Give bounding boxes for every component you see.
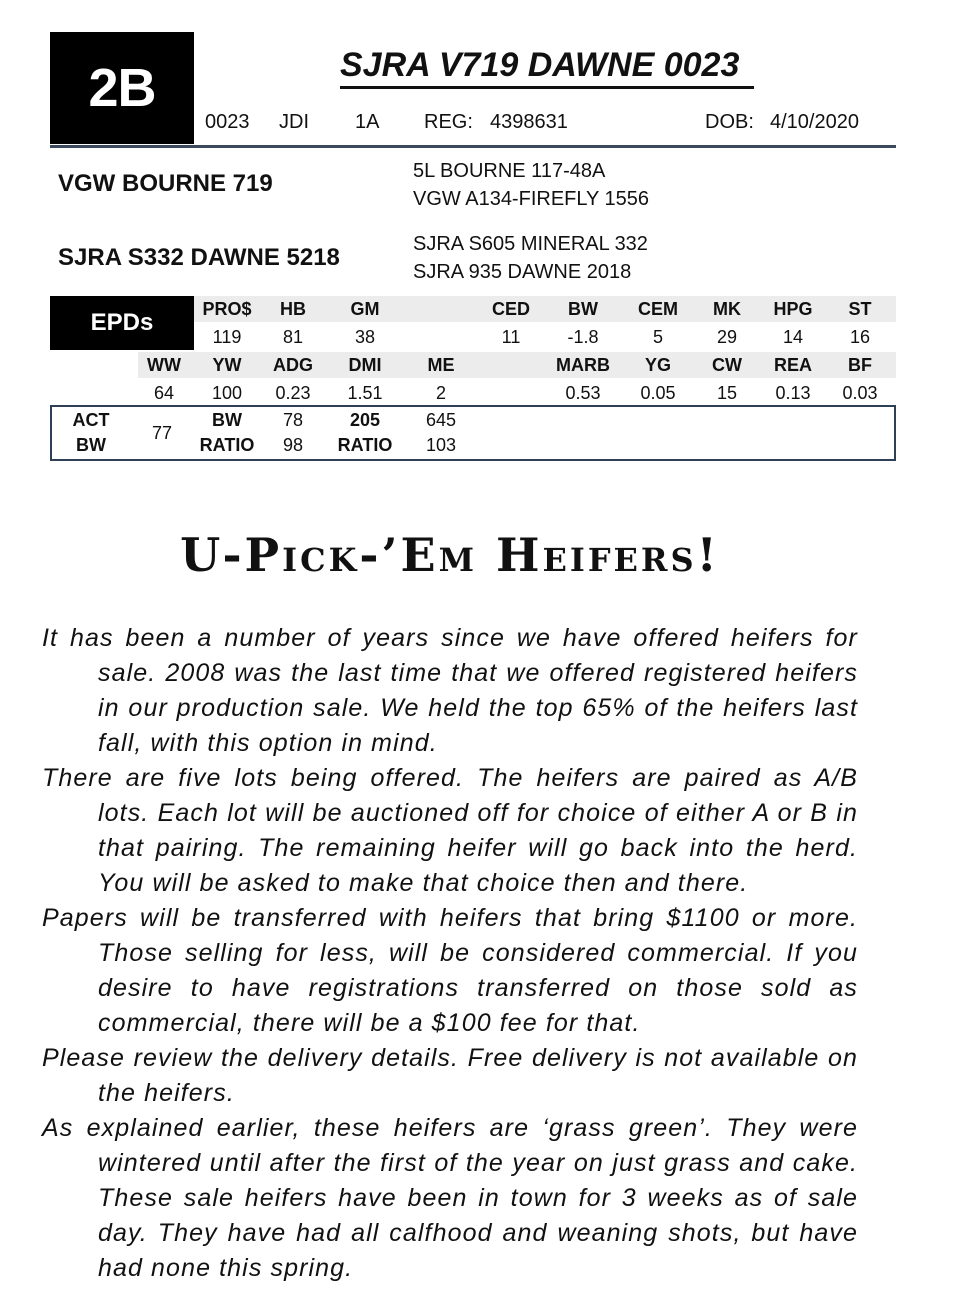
- epd-header: PRO$: [202, 299, 252, 319]
- dob-label: DOB:: [705, 111, 754, 133]
- epd-header: WW: [147, 355, 181, 375]
- epd-header: ADG: [273, 355, 313, 375]
- dam: SJRA S332 DAWNE 5218: [58, 244, 340, 271]
- epd-value: 14: [782, 327, 804, 347]
- epd-header: ME: [427, 355, 455, 375]
- epd-header: BW: [568, 299, 598, 319]
- epd-header: YG: [644, 355, 671, 375]
- epd-value: 15: [716, 383, 738, 403]
- epd-header: ST: [848, 299, 872, 319]
- epd-value: -1.8: [567, 327, 599, 347]
- epd-header: HPG: [773, 299, 813, 319]
- epd-header: BF: [848, 355, 872, 375]
- epd-value: 38: [354, 327, 376, 347]
- tattoo: 0023: [205, 111, 250, 133]
- epd-header: MARB: [556, 355, 610, 375]
- w205-label: 205: [349, 410, 381, 430]
- dob: 4/10/2020: [770, 111, 859, 133]
- w205-value: 645: [425, 410, 457, 430]
- epd-value: 2: [435, 383, 446, 403]
- sire-parents: [413, 157, 649, 213]
- w205-ratio-label: RATIO: [337, 435, 393, 455]
- promo-body: [42, 621, 858, 1286]
- promo-title: U-Pick-’Em Heifers!: [180, 528, 720, 582]
- promo-paragraph: As explained earlier, these heifers are ‘grass green’. They were wintered until after the first of the year on just grass and cake. These sale heifers have been in town for 3 weeks as of sale day. They have had all calfhood and weaning shots, but have had none this spring.: [42, 1114, 858, 1282]
- epd-value: 0.53: [565, 383, 601, 403]
- group: 1A: [355, 111, 380, 133]
- header-divider: [50, 145, 896, 148]
- dam-parents: [413, 230, 648, 286]
- reg-number: 4398631: [490, 111, 568, 133]
- epd-value: 0.03: [842, 383, 878, 403]
- epd-header: CW: [712, 355, 742, 375]
- promo-paragraph: Papers will be transferred with heifers that bring $1100 or more. Those selling for less, will be considered commercial. If you desire to have registrations transferred on those sold as commercial, there will be a $100 fee for that.: [42, 904, 858, 1037]
- sire-sire: 5L BOURNE 117-48A: [413, 160, 606, 182]
- epd-value: 119: [212, 327, 242, 347]
- epd-header: CED: [491, 299, 530, 319]
- epd-header: DMI: [348, 355, 382, 375]
- sire: VGW BOURNE 719: [58, 170, 273, 197]
- promo-paragraph: There are five lots being offered. The heifers are paired as A/B lots. Each lot will be auctioned off for choice of either A or B in that pairing. The remaining heifer will go back into the herd. You will be asked to make that choice then and there.: [42, 764, 858, 897]
- w205-ratio: 103: [425, 435, 457, 455]
- epd-value: 81: [282, 327, 304, 347]
- act-label: ACT: [72, 410, 110, 430]
- epd-value: 0.13: [775, 383, 811, 403]
- epd-header: REA: [773, 355, 812, 375]
- dam-sire: SJRA S605 MINERAL 332: [413, 233, 648, 255]
- epd-value: 5: [652, 327, 663, 347]
- epd-value: 64: [153, 383, 175, 403]
- epd-value: 1.51: [347, 383, 383, 403]
- epd-value: 0.05: [640, 383, 676, 403]
- epd-value: 16: [849, 327, 871, 347]
- epd-header: HB: [280, 299, 306, 319]
- lot-number: 2B: [50, 32, 194, 144]
- dam-dam: SJRA 935 DAWNE 2018: [413, 261, 632, 283]
- epd-label: EPDs: [50, 296, 194, 350]
- epd-value: 11: [501, 327, 521, 347]
- epd-header: CEM: [638, 299, 678, 319]
- sire-dam: VGW A134-FIREFLY 1556: [413, 188, 650, 210]
- promo-paragraph: Please review the delivery details. Free delivery is not available on the heifers.: [42, 1044, 858, 1107]
- animal-name: SJRA V719 DAWNE 0023: [340, 44, 754, 89]
- act-bw-label: BW: [76, 435, 106, 455]
- epd-header: GM: [350, 299, 380, 319]
- epd-header: YW: [212, 355, 242, 375]
- bw-value: 78: [282, 410, 304, 430]
- bw-ratio: 98: [282, 435, 304, 455]
- epd-value: 0.23: [275, 383, 311, 403]
- owner: JDI: [279, 111, 309, 133]
- epd-header: MK: [713, 299, 741, 319]
- bw-ratio-label: RATIO: [199, 435, 255, 455]
- act-bw-value: 77: [151, 423, 173, 443]
- reg-label: REG:: [424, 111, 473, 133]
- epd-value: 100: [211, 383, 243, 403]
- epd-value: 29: [716, 327, 738, 347]
- promo-paragraph: It has been a number of years since we have offered heifers for sale. 2008 was the last time that we offered registered heifers in our production sale. We held the top 65% of the heifers last fall, with this option in mind.: [42, 624, 858, 757]
- bw-label: BW: [212, 410, 242, 430]
